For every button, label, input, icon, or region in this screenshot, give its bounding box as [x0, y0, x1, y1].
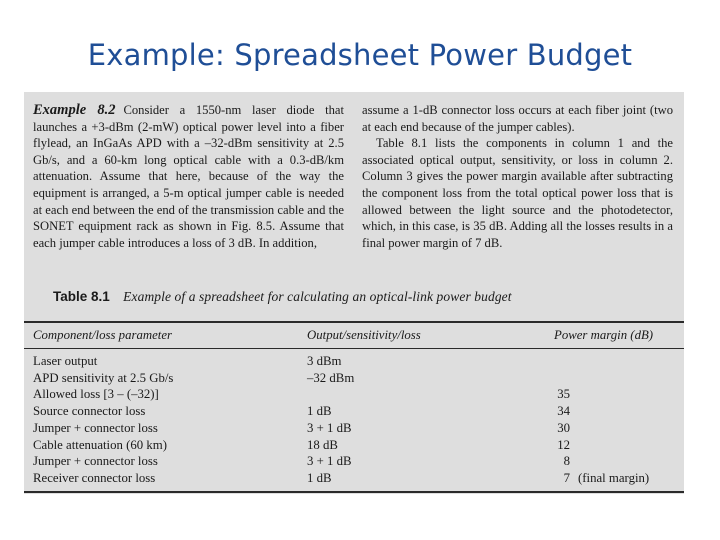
table-cell-output: 1 dB — [307, 404, 332, 419]
table-cell-margin: 34 — [557, 404, 570, 419]
table-caption — [53, 289, 673, 305]
table-cell-margin-wrap — [554, 386, 578, 403]
example-right-text-2: Table 8.1 lists the components in column 1 and the associated optical output, sensitivity, or loss in column 2. Column 3 gives the power margin available after subtracting the component loss from the total optical power loss that is allowed between the light source and the photodetector, which, in this case, is 35 dB. Adding all the losses results in a final power margin of 7 dB. — [362, 136, 673, 250]
table-cell-component: Source connector loss — [33, 404, 146, 419]
table-cell-component: Cable attenuation (60 km) — [33, 437, 167, 452]
table-cell-component: APD sensitivity at 2.5 Gb/s — [33, 370, 174, 385]
table-cell-margin-wrap — [554, 370, 578, 387]
table-cell-component: Receiver connector loss — [33, 470, 156, 485]
table-cell-margin-wrap — [554, 437, 578, 454]
example-right-text-1: assume a 1-dB connector loss occurs at each fiber joint (two at each end because of the jumper cables). — [362, 103, 673, 134]
table-top-rule — [24, 321, 684, 323]
table-cell-margin: 35 — [557, 387, 570, 402]
table-cell-margin-wrap — [554, 403, 578, 420]
table-cell-component: Jumper + connector loss — [33, 420, 158, 435]
table-header-margin: Power margin (dB) — [554, 328, 654, 342]
textbook-excerpt — [24, 92, 684, 494]
table-header-rule — [24, 348, 684, 349]
table-cell-output: 3 dBm — [307, 354, 342, 368]
table-cell-output: –32 dBm — [307, 370, 355, 385]
table-cell-margin-wrap — [554, 453, 578, 470]
slide-title: Example: Spreadsheet Power Budget — [87, 38, 633, 72]
table-cell-margin: 8 — [563, 454, 570, 469]
table-cell-component: Allowed loss [3 – (–32)] — [33, 387, 159, 402]
table-cell-output: 1 dB — [307, 470, 332, 485]
table-cell-margin: 7 — [563, 470, 570, 485]
table-header-output: Output/sensitivity/loss — [307, 328, 421, 342]
example-label: Example 8.2 — [33, 102, 116, 118]
table-cell-component: Jumper + connector loss — [33, 454, 158, 469]
table-bottom-rule — [24, 491, 684, 493]
example-paragraph-1 — [33, 102, 344, 251]
example-right-column — [362, 102, 673, 251]
table-cell-margin-wrap — [554, 470, 649, 487]
table-cell-note: (final margin) — [578, 470, 650, 485]
table-cell-output: 18 dB — [307, 437, 338, 452]
table-caption-text: Example of a spreadsheet for calculating an optical-link power budget — [123, 289, 512, 304]
table-number: Table 8.1 — [53, 289, 110, 304]
table-cell-output: 3 + 1 dB — [307, 454, 352, 469]
table-cell-margin-wrap — [554, 353, 578, 370]
example-left-column — [33, 102, 344, 251]
table-cell-component: Laser output — [33, 354, 98, 368]
table-cell-output: 3 + 1 dB — [307, 420, 352, 435]
table-cell-margin-wrap — [554, 420, 578, 437]
example-left-text: Consider a 1550-nm laser diode that launches a +3-dBm (2-mW) optical power level into a fiber flylead, an InGaAs APD with a –32-dBm sensitivity at 2.5 Gb/s, and a 60-km long optical cable with a 0.3-dB/km attenuation. Assume that here, because of the way the equipment is arranged, a 5-m optical jumper cable is needed at each end between the end of the transmission cable and the SONET equipment rack as shown in Fig. 8.5. Assume that each jumper cable introduces a loss of 3 dB. In addition, — [33, 103, 345, 250]
table-header-component: Component/loss parameter — [33, 328, 172, 342]
table-cell-margin: 30 — [557, 420, 570, 435]
table-cell-margin: 12 — [557, 437, 570, 452]
